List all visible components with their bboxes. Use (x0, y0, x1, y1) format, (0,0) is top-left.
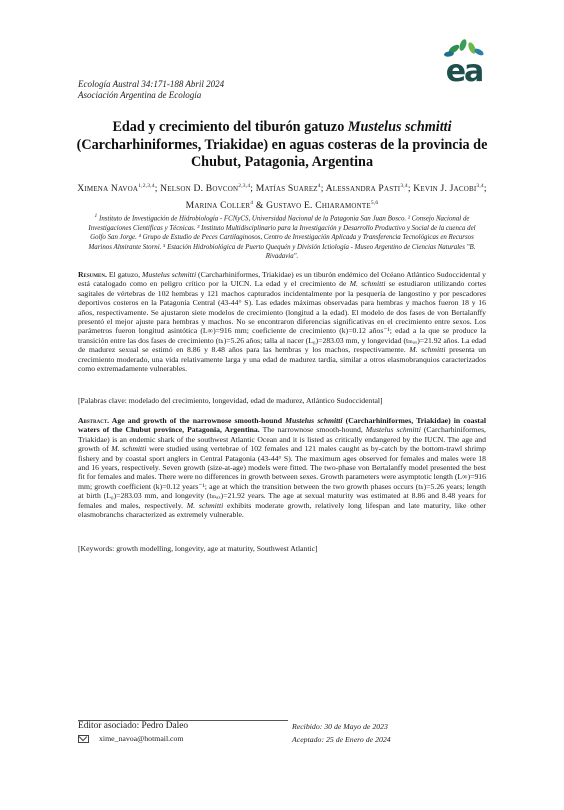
affiliation-sup: 1 (94, 213, 98, 219)
ecologia-austral-logo (436, 36, 492, 92)
author-affiliation-sup: 4 (317, 183, 321, 189)
author-separator: & (253, 200, 267, 212)
abstract-text: were studied using vertebrae of 102 females and 121 males caught as by-catch by the bottom-trawl shrimp fishery and by coastal sport anglers in Central Patagonia (43-44° S). The maximum ages observed for females and males were 18 and 16 years, respectively. Seven growth (size-at-age) models were fitted. The two-phase von Bertalanffy model presented the best fit for females and males. There were no differences in growth between sexes. Growth parameters were asymptotic length (L∞)=916 mm; growth coefficient (k)=0.12 years⁻¹; age at which the transition between the two growth phases occurs (tₕ)=5.26 years; length at birth (L₀)=283.03 mm, and longevity (tₘₐₓ)=21.92 years. The age at sexual maturity was estimated at 8.86 and 8.48 years for females and males, respectively. (78, 444, 487, 510)
title-text-2: (Carcharhiniformes, Triakidae) en aguas costeras de la provincia de Chubut, Patagonia, Argentina (76, 136, 488, 170)
affiliations (82, 212, 482, 261)
species-name: M. schmitti (409, 345, 446, 355)
resumen-text: El gatuzo, (106, 270, 143, 279)
associate-editor: Editor asociado: Pedro Daleo (78, 721, 189, 731)
abstract-text: (Carcharhiniformes, Triakidae) is an endemic shark of the southwest Atlantic Ocean and it is listed as critically endangered by the IUCN. The age and growth of (78, 425, 486, 454)
species-name: Mustelus schmitti (142, 270, 197, 279)
accepted-date: Aceptado: 25 de Enero de 2024 (292, 735, 391, 744)
resumen-text: se estudiaron utilizando cortes sagitales de vértebras de 102 hembras y 121 machos capturados incidentalmente por la pesquería de langostino y por pescadores deportivos costeros en la Patagonia Central (43-44° S). Las edades máximas observadas para hembras y machos fueron 18 y 16 años, respectivamente. Se ajustaron siete modelos de crecimiento (longitud a la edad). El modelo de dos fases de von Bertalanffy presentó el mejor ajuste para hembras y machos. No se encontraron diferencias significativas en el crecimiento entre sexos. Los parámetros fueron longitud asintótica (L∞)=916 mm; coeficiente de crecimiento (k)=0.12 años⁻¹; edad a la que se produce la transición entre las dos fases de crecimiento (tₕ)=5.26 años; talla al nacer (L₀)=283.03 mm, y longevidad (tₘₐₓ)=21.92 años. La edad de madurez sexual se estimó en 8.86 y 8.48 años para las hembras y los machos, respectivamente. (78, 279, 486, 355)
resumen-es (78, 270, 486, 373)
journal-citation: Ecología Austral 34:171-188 Abril 2024 (78, 79, 225, 89)
author-affiliation-sup: 2,3,4 (238, 183, 251, 189)
corresponding-email (78, 733, 183, 744)
author-name: Kevin J. Jacobi (413, 183, 477, 195)
abstract-title-text: (Carcharhiniformes, Triakidae) in coastal waters of the Chubut province, Patagonia, Argentina. (78, 416, 486, 435)
logo-text: ea (445, 54, 483, 89)
species-name: M. schmitti (111, 444, 147, 454)
author-name: Alessandra Pasti (325, 183, 401, 195)
abstract-text: The narrownose smooth-hound, (259, 425, 366, 435)
author-affiliation-sup: 1,2,3,4 (138, 183, 155, 189)
author-list (76, 179, 488, 213)
title-text-1: Edad y crecimiento del tiburón gatuzo (112, 119, 348, 135)
envelope-icon (78, 735, 89, 743)
species-name: M. schmitti (349, 279, 386, 289)
author-name: Nelson D. Bovcon (160, 183, 239, 195)
article-dates (292, 720, 391, 746)
palabras-clave: [Palabras clave: modelado del crecimiento, longevidad, edad de madurez, Atlántico Sudoccidental] (78, 396, 383, 405)
affiliations-text: Instituto de Investigación de Hidrobiología - FCNyCS, Universidad Nacional de la Patagonia San Juan Bosco. ² Consejo Nacional de Investigaciones Científicas y Técnicas. ³ Instituto Multidisciplinario para la Investigación y Desarrollo Productivo y Social de la cuenca del Golfo San Jorge. ⁴ Grupo de Estudio de Peces Cartilaginosos, Centro de Investigación Aplicada y Transferencia Tecnológicas en Recursos Marinos Almirante Storni. ⁵ Estación Hidrobiológica de Puerto Quequén y División Ictiología - Museo Argentino de Ciencias Naturales "B. Rivadavia". (88, 215, 476, 260)
species-name: Mustelus schmitti (285, 416, 343, 425)
author-separator: ; (320, 183, 326, 195)
author-affiliation-sup: 3,4 (400, 183, 408, 189)
species-name: Mustelus schmitti (365, 425, 421, 435)
author-separator: ; (483, 183, 487, 195)
author-separator: ; (407, 183, 414, 195)
article-title (72, 119, 492, 172)
species-name: M. schmitti (186, 500, 224, 510)
author-separator: ; (250, 183, 256, 195)
author-name: Matías Suarez (255, 183, 318, 195)
journal-header (78, 79, 338, 101)
author-name: Ximena Navoa (77, 183, 139, 195)
abstract-label: Abstract. (78, 416, 110, 425)
author-name: Gustavo E. Chiaramonte (266, 200, 371, 212)
resumen-label: Resumen. (78, 270, 107, 279)
keywords: [Keywords: growth modelling, longevity, age at maturity, Southwest Atlantic] (78, 544, 318, 553)
resumen-text: (Carcharhiniformes, Triakidae) es un tiburón endémico del Océano Atlántico Sudoccidental y está catalogado como en peligro crítico por la UICN. La edad y el crecimiento de (78, 270, 486, 289)
abstract-en (78, 416, 486, 519)
author-affiliation-sup: 5,6 (370, 200, 379, 207)
resumen-text: presenta un crecimiento moderado, una vida relativamente larga y una edad de madurez tardía, similar a otros elasmobranquios caracterizados como extremadamente vulnerables. (78, 345, 486, 374)
email-address[interactable]: xime_navoa@hotmail.com (99, 734, 184, 743)
author-name: Marina Coller (185, 200, 251, 212)
author-affiliation-sup: 4 (250, 200, 254, 207)
abstract-title-text: Age and growth of the narrownose smooth-hound (109, 416, 286, 425)
author-separator: ; (154, 183, 161, 195)
received-date: Recibido: 30 de Mayo de 2023 (292, 722, 388, 731)
author-affiliation-sup: 3,4 (476, 183, 484, 189)
abstract-text: exhibits moderate growth, relatively long lifespan and late maturity, like other elasmobranchs characterized as extremely vulnerable. (78, 500, 486, 520)
association-name: Asociación Argentina de Ecología (78, 90, 202, 100)
title-species: Mustelus schmitti (347, 119, 452, 135)
